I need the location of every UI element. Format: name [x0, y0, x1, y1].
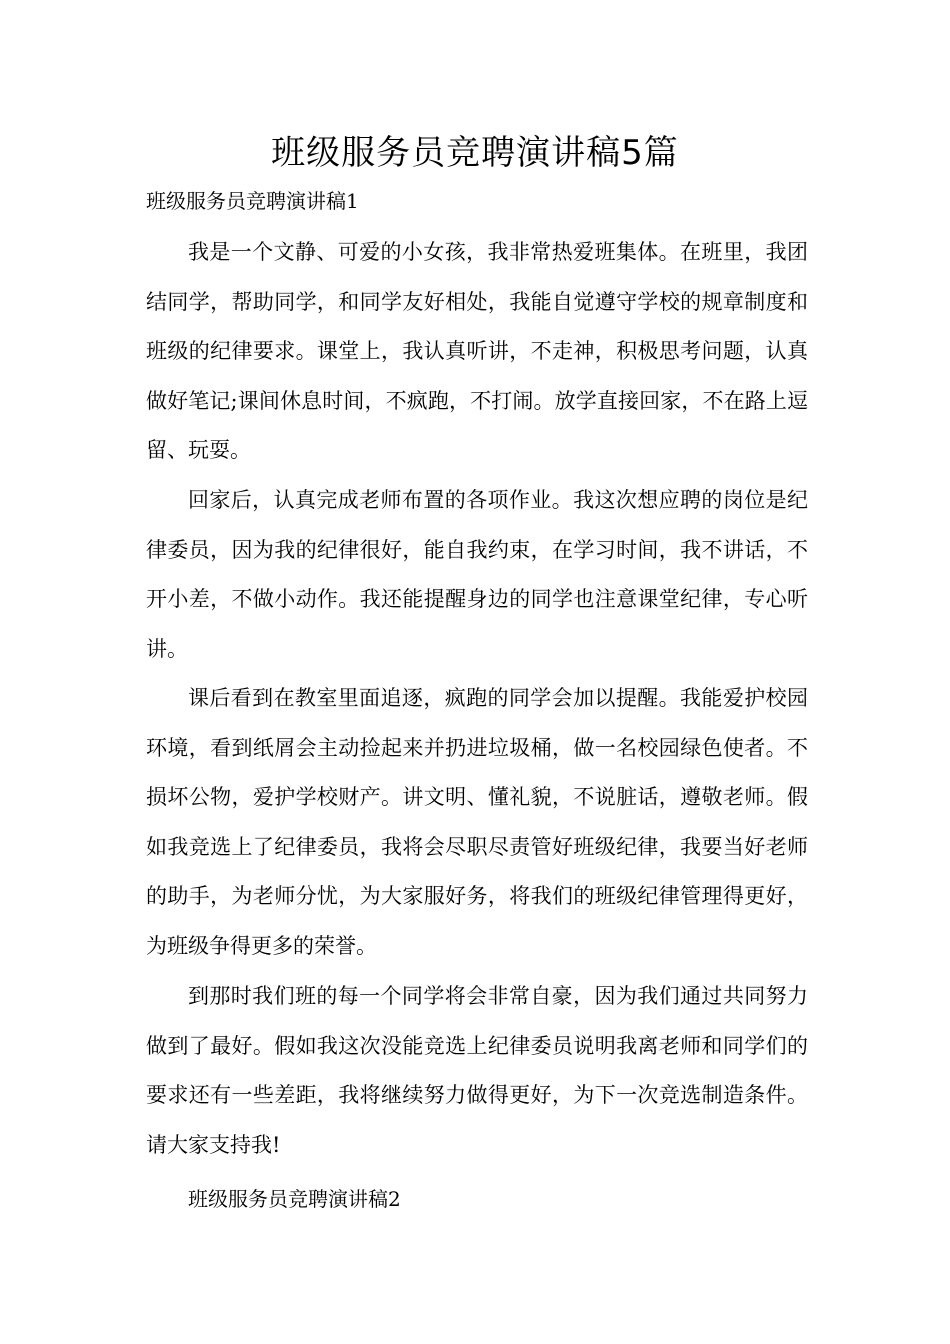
- paragraph-3: 课后看到在教室里面追逐，疯跑的同学会加以提醒。我能爱护校园环境，看到纸屑会主动捡起来并扔进垃圾桶，做一名校园绿色使者。不损坏公物，爱护学校财产。讲文明、懂礼貌，不说脏话，遵敬老师。假如我竞选上了纪律委员，我将会尽职尽责管好班级纪律，我要当好老师的助手，为老师分忧，为大家服好务，将我们的班级纪律管理得更好，为班级争得更多的荣誉。: [146, 686, 808, 958]
- section-heading-2: 班级服务员竞聘演讲稿2: [188, 1187, 401, 1211]
- paragraph-1: 我是一个文静、可爱的小女孩，我非常热爱班集体。在班里，我团结同学，帮助同学，和同学友好相处，我能自觉遵守学校的规章制度和班级的纪律要求。课堂上，我认真听讲，不走神，积极思考问题，认真做好笔记;课间休息时间，不疯跑，不打闹。放学直接回家，不在路上逗留、玩耍。: [146, 240, 808, 462]
- document-title: 班级服务员竞聘演讲稿5篇: [271, 133, 679, 173]
- paragraph-2: 回家后，认真完成老师布置的各项作业。我这次想应聘的岗位是纪律委员，因为我的纪律很好，能自我约束，在学习时间，我不讲话，不开小差，不做小动作。我还能提醒身边的同学也注意课堂纪律，专心听讲。: [146, 488, 808, 661]
- section-heading-1: 班级服务员竞聘演讲稿1: [146, 189, 359, 213]
- paragraph-4: 到那时我们班的每一个同学将会非常自豪，因为我们通过共同努力做到了最好。假如我这次没能竞选上纪律委员说明我离老师和同学们的要求还有一些差距，我将继续努力做得更好，为下一次竞选制造条件。请大家支持我!: [146, 984, 808, 1157]
